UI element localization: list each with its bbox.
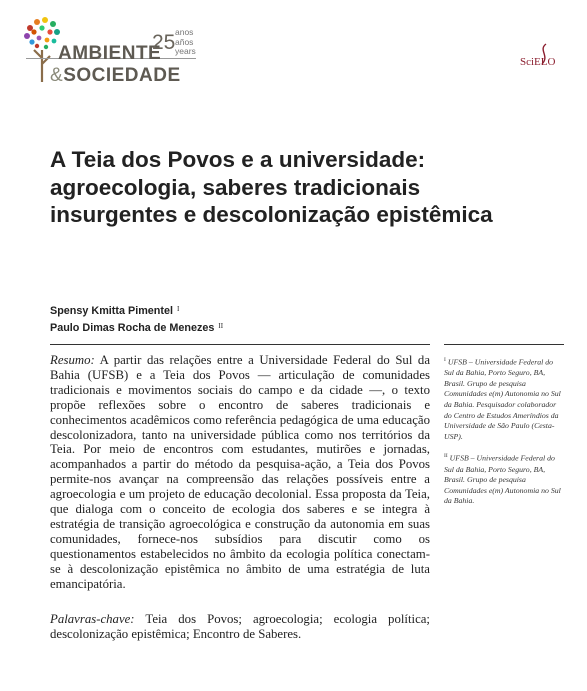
author-list xyxy=(50,303,223,337)
author xyxy=(50,320,223,337)
footnote-mark: II xyxy=(444,453,448,460)
footnote-top-rule xyxy=(444,344,564,345)
abstract-top-rule xyxy=(50,344,430,345)
keywords-label: Palavras-chave: xyxy=(50,612,135,626)
anniversary-en: years xyxy=(175,46,196,56)
footnote-text: UFSB – Universidade Federal do Sul da Bahia, Porto Seguro, BA, Brasil. Grupo de pesquisa Comunidades e(m) Autonomia no Sul da Bahia. Pesquisador colaborador do Centro de Estudos Ameríndios da Universidade de São Paulo (Cesta-USP). xyxy=(444,357,561,441)
journal-logo xyxy=(22,14,202,86)
anniversary-number: 25 xyxy=(152,31,176,54)
article-title: A Teia dos Povos e a universidade: agroecologia, saberes tradicionais insurgentes e descolonização epistêmica xyxy=(50,147,493,227)
abstract-label: Resumo: xyxy=(50,353,95,367)
keywords xyxy=(50,612,430,642)
author-affiliation-mark: I xyxy=(177,305,180,313)
journal-name-line1: AMBIENTE xyxy=(58,43,162,64)
keywords-text: Teia dos Povos; agroecologia; ecologia política; descolonização epistêmica; Encontro de Saberes. xyxy=(50,612,430,641)
footnote xyxy=(444,355,564,442)
author-name: Spensy Kmitta Pimentel xyxy=(50,305,173,317)
author-name: Paulo Dimas Rocha de Menezes xyxy=(50,322,215,334)
journal-name-word: SOCIEDADE xyxy=(63,65,181,86)
author xyxy=(50,303,223,320)
affiliation-footnotes xyxy=(444,355,564,516)
author-affiliation-mark: II xyxy=(218,322,224,330)
footnote-mark: I xyxy=(444,357,446,363)
scielo-label: SciELO xyxy=(520,56,556,68)
abstract-text: A partir das relações entre a Universidade Federal do Sul da Bahia (UFSB) e a Teia dos Povos — articulação de comunidades tradicionais e movimentos sociais do campo e da cidade —, o texto propõe reflexões sobre o encontro de saberes tradicionais e conhecimentos acadêmicos como referência pedagógica de uma educação descolonizadora, tanto na universidade pública como nos territórios da Teia. Por meio de encontros com estudantes, mutirões e jornadas, acompanhados a partir do método da pesquisa-ação, a Teia dos Povos permite-nos avançar na compreensão das relações possíveis entre a agroecologia e um projeto de educação decolonial. Essa proposta da Teia, que dialoga com o conceito de ecologia dos saberes e se integra à estratégia de transição agroecológica e construção da autonomia em suas comunidades, fornece-nos subsídios para discutir como os questionamentos estabelecidos no âmbito da ecologia política conectam-se à descolonização epistêmica no âmbito de uma estratégia de luta emancipatória. xyxy=(50,353,431,591)
anniversary-es: años xyxy=(175,36,194,47)
journal-name-line2 xyxy=(50,66,181,86)
journal-name-ampersand: & xyxy=(50,65,64,86)
abstract xyxy=(50,353,430,592)
footnote xyxy=(444,451,564,507)
footnote-text: UFSB – Universidade Federal do Sul da Bahia, Porto Seguro, BA, Brasil. Grupo de pesquisa Comunidades e(m) Autonomia no Sul da Bahia. xyxy=(444,453,561,506)
anniversary-text xyxy=(175,28,196,57)
scielo-logo xyxy=(516,42,556,72)
anniversary-pt: anos xyxy=(175,27,194,37)
